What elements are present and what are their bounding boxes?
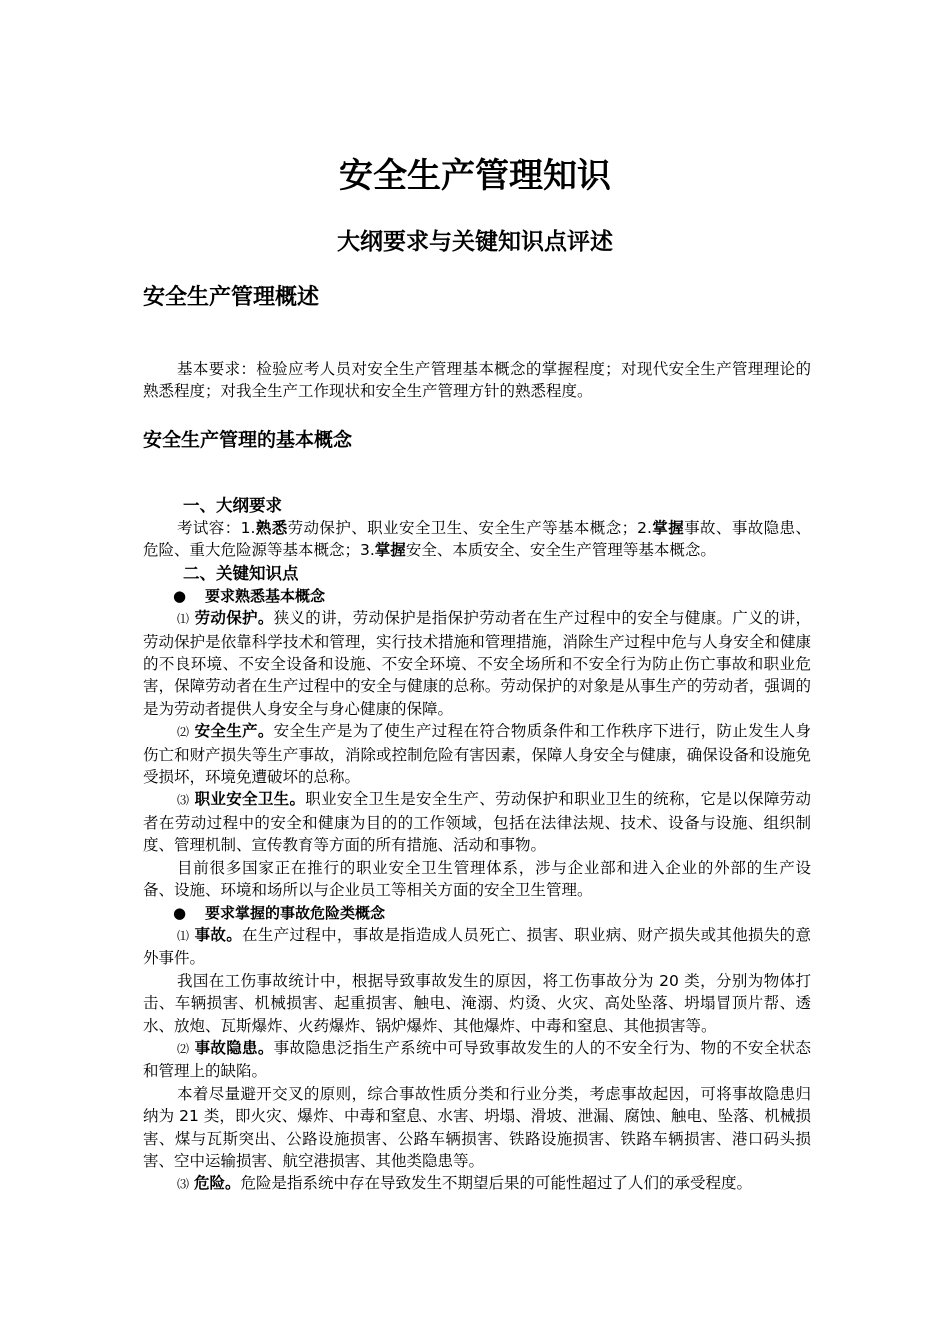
overview-paragraph-block [143,358,811,403]
bullet-familiar-concepts: ● 要求熟悉基本概念 [143,585,811,607]
bullet-dot-icon: ● [173,903,187,922]
section-heading-basic-concepts: 安全生产管理的基本概念 [143,429,353,451]
item-labor-protection: ⑴ 劳动保护。狭义的讲，劳动保护是指保护劳动者在生产过程中的安全与健康。广义的讲，劳动保护是依靠科学技术和管理，实行技术措施和管理措施，消除生产过程中危与人身安全和健康的不良环境、不安全设备和设施、不安全环境、不安全场所和不安全行为防止伤亡事故和职业危害，保障劳动者在生产过程中的安全与健康的总称。劳动保护的对象是从事生产的劳动者，强调的是为劳动者提供人身安全与身心健康的保障。 [143,609,811,718]
section-heading-overview: 安全生产管理概述 [143,285,320,310]
basic-requirement-paragraph: 基本要求：检验应考人员对安全生产管理基本概念的掌握程度；对现代安全生产管理理论的熟悉程度；对我全生产工作现状和安全生产管理方针的熟悉程度。 [143,360,811,401]
item-accident: ⑴ 事故。在生产过程中，事故是指造成人员死亡、损害、职业病、财产损失或其他损失的意外事件。 [143,925,811,968]
key-points-heading: 二、关键知识点 [183,563,299,583]
ohs-system-paragraph: 目前很多国家正在推行的职业安全卫生管理体系，涉与企业部和进入企业的外部的生产设备、设施、环境和场所以与企业员工等相关方面的安全卫生管理。 [143,858,811,900]
item-occupational-safety: ⑶ 职业安全卫生。职业安全卫生是安全生产、劳动保护和职业卫生的统称，它是以保障劳动者在劳动过程中的安全和健康为目的的工作领域，包括在法律法规、技术、设备与设施、组织制度、管理机制、宣传教育等方面的所有措施、活动和事物。 [143,790,811,855]
main-content-block [143,494,811,1196]
outline-heading: 一、大纲要求 [183,496,282,515]
document-title: 安全生产管理知识 [339,156,611,196]
accident-categories-paragraph: 我国在工伤事故统计中，根据导致事故发生的原因，将工伤事故分为 20 类，分别为物体打击、车辆损害、机械损害、起重损害、触电、淹溺、灼烫、火灾、高处坠落、坍塌冒顶片帮、透水、放炮、瓦斯爆炸、火药爆炸、锅炉爆炸、其他爆炸、中毒和窒息、其他损害等。 [143,971,811,1035]
bullet-dot-icon: ● [173,586,187,605]
document-subtitle: 大纲要求与关键知识点评述 [337,229,613,255]
item-safe-production: ⑵ 安全生产。安全生产是为了使生产过程在符合物质条件和工作秩序下进行，防止发生人身伤亡和财产损失等生产事故，消除或控制危险有害因素，保障人身安全与健康，确保设备和设施免受损坏，环境免遭破坏的总称。 [143,722,811,787]
bullet-accident-concepts: ● 要求掌握的事故危险类概念 [143,902,811,924]
exam-content-paragraph: 考试容：1.熟悉劳动保护、职业安全卫生、安全生产等基本概念；2.掌握事故、事故隐患、危险、重大危险源等基本概念；3.掌握安全、本质安全、安全生产管理等基本概念。 [143,519,811,560]
item-danger: ⑶ 危险。危险是指系统中存在导致发生不期望后果的可能性超过了人们的承受程度。 [177,1174,752,1193]
item-hidden-danger: ⑵ 事故隐患。事故隐患泛指生产系统中可导致事故发生的人的不安全行为、物的不安全状态和管理上的缺陷。 [143,1038,811,1081]
hidden-danger-categories-paragraph: 本着尽量避开交叉的原则，综合事故性质分类和行业分类，考虑事故起因，可将事故隐患归纳为 21 类，即火灾、爆炸、中毒和窒息、水害、坍塌、滑坡、泄漏、腐蚀、触电、坠落、机械损害、煤与瓦斯突出、公路设施损害、公路车辆损害、铁路设施损害、铁路车辆损害、港口码头损害、空中运输损害、航空港损害、其他类隐患等。 [143,1084,811,1170]
